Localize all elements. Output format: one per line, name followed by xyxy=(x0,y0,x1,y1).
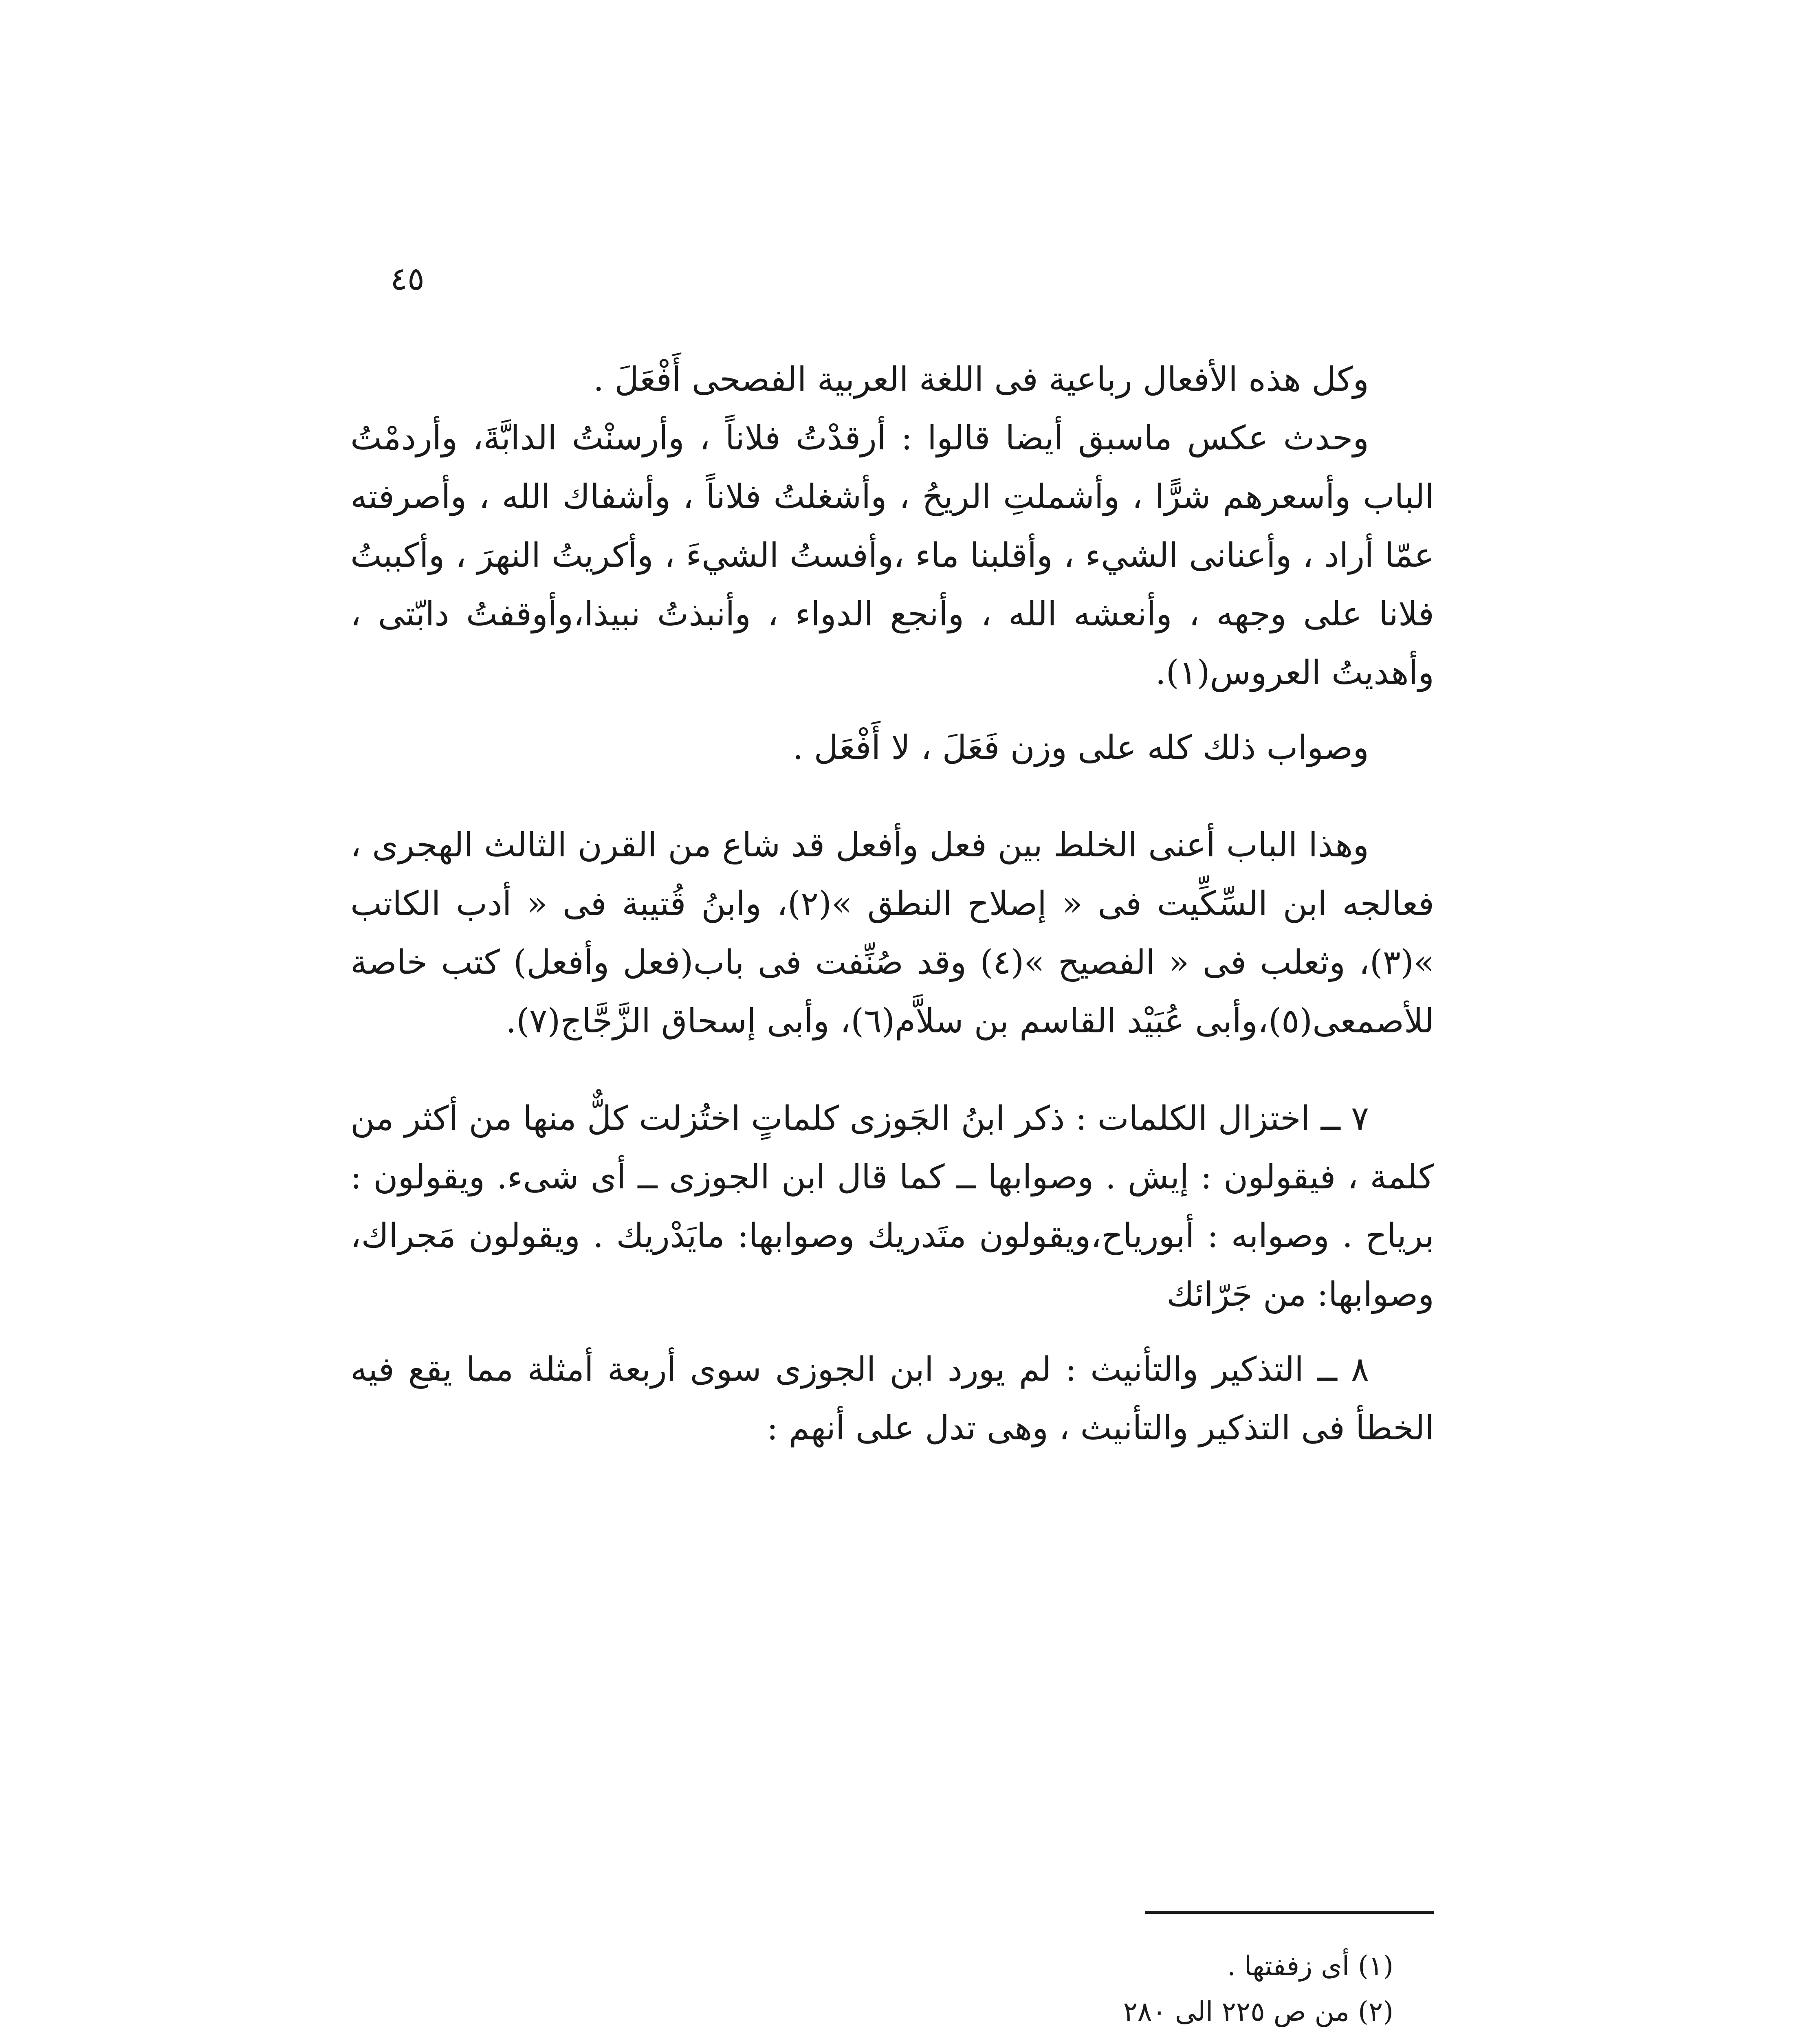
paragraph-2: وحدث عكس ماسبق أيضا قالوا : أرقدْتُ فلاناً ، وأرسنْتُ الدابَّةَ، وأردمْتُ الباب وأسعرهم شرًّا ، وأشملتِ الريحُ ، وأشغلتُ فلاناً ، وأشفاك الله ، وأصرفته عمّا أراد ، وأعنانى الشيء ، وأقلبنا ماء ،وأفستُ الشيءَ ، وأكريتُ النهرَ ، وأكببتُ فلانا على وجهه ، وأنعشه الله ، وأنجع الدواء ، وأنبذتُ نبيذا،وأوقفتُ دابّتى ، وأهديتُ العروس(١). xyxy=(350,419,1434,692)
footnote-separator xyxy=(1145,1911,1434,1914)
footnotes xyxy=(350,1943,1393,2037)
paragraph-5: ٧ ــ اختزال الكلمات : ذكر ابنُ الجَوزى كلماتٍ اختُزلت كلٌّ منها من أكثر من كلمة ، فيقولون : إيش . وصوابها ــ كما قال ابن الجوزى ــ أى شىء. ويقولون : برياح . وصوابه : أبورياح،ويقولون متَدريك وصوابها: مايَدْريك . ويقولون مَجراك، وصوابها: من جَرّائك xyxy=(350,1099,1434,1314)
main-text xyxy=(350,350,1434,1458)
footnote-1: (١) أى زففتها . xyxy=(1227,1950,1393,1982)
footnote-2: (٢) من ص ٢٢٥ الى ٢٨٠ xyxy=(1123,1996,1393,2027)
paragraph-4: وهذا الباب أعنى الخلط بين فعل وأفعل قد شاع من القرن الثالث الهجرى ، فعالجه ابن السِّكِّيت فى « إصلاح النطق »(٢)، وابنُ قُتيبة فى « أدب الكاتب »(٣)، وثعلب فى « الفصيح »(٤) وقد صُنِّفت فى باب(فعل وأفعل) كتب خاصة للأصمعى(٥)،وأبى عُبَيْد القاسم بن سلاَّم(٦)، وأبى إسحاق الزَّجَّاج(٧). xyxy=(350,826,1435,1040)
paragraph-6: ٨ ــ التذكير والتأنيث : لم يورد ابن الجوزى سوى أربعة أمثلة مما يقع فيه الخطأ فى التذكير والتأنيث ، وهى تدل على أنهم : xyxy=(350,1350,1434,1447)
paragraph-3: وصواب ذلك كله على وزن فَعَلَ ، لا أَفْعَل . xyxy=(792,728,1369,767)
paragraph-1: وكل هذه الأفعال رباعية فى اللغة العربية الفصحى أَفْعَلَ . xyxy=(593,360,1369,399)
footnote-3 xyxy=(350,2035,1393,2037)
page-number: ٤٥ xyxy=(390,261,425,297)
